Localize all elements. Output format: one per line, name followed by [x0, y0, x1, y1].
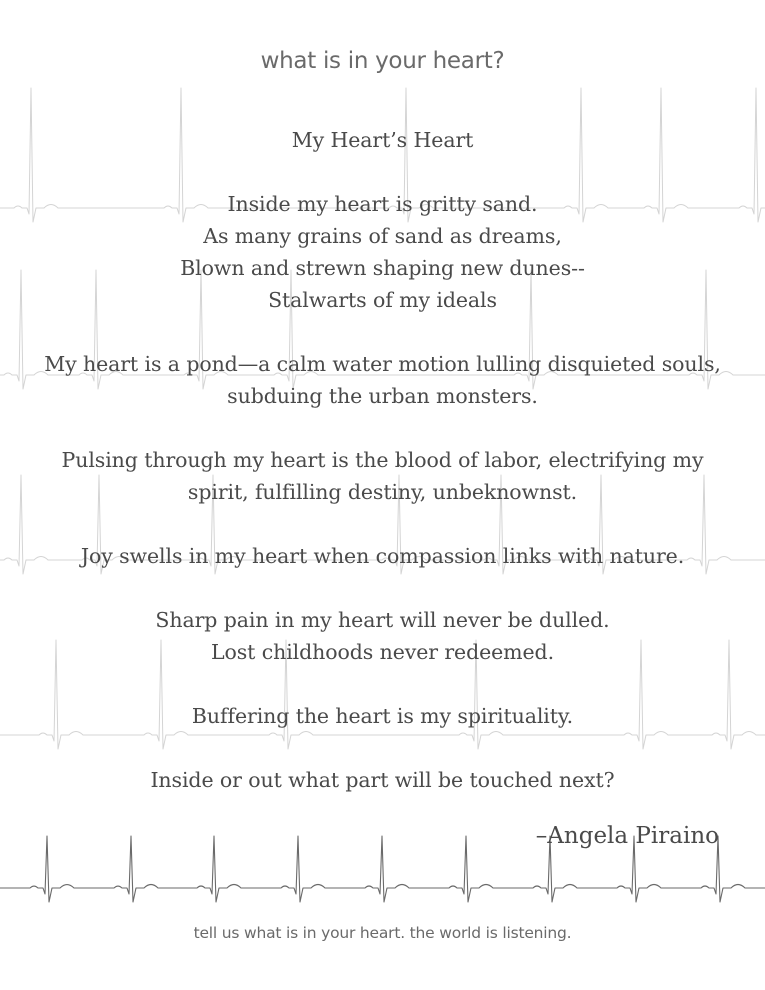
poem-line: Sharp pain in my heart will never be dulled. — [155, 608, 610, 632]
poem-line: Stalwarts of my ideals — [268, 288, 497, 312]
poem-line: Joy swells in my heart when compassion links with nature. — [80, 544, 685, 568]
header-tagline: what is in your heart? — [260, 48, 505, 74]
poem-line: Buffering the heart is my spirituality. — [191, 704, 574, 728]
stanza — [0, 540, 765, 572]
stanza — [0, 604, 765, 668]
stanza — [0, 444, 765, 508]
poem-line: subduing the urban monsters. — [227, 384, 538, 408]
poem-line: Lost childhoods never redeemed. — [211, 640, 554, 664]
poem-line: Inside my heart is gritty sand. — [227, 192, 538, 216]
poem-line: As many grains of sand as dreams, — [203, 224, 562, 248]
poem-title: My Heart’s Heart — [291, 128, 474, 152]
stanza — [0, 700, 765, 732]
poem-author: –Angela Piraino — [535, 823, 719, 849]
poem-line: Pulsing through my heart is the blood of labor, electrifying my — [61, 448, 704, 472]
poem-line: Blown and strewn shaping new dunes-- — [180, 256, 585, 280]
poem-line: Inside or out what part will be touched next? — [150, 768, 615, 792]
poem-line: My heart is a pond—a calm water motion lulling disquieted souls, — [44, 352, 721, 376]
stanza — [0, 348, 765, 412]
poem-line: spirit, fulfilling destiny, unbeknownst. — [187, 480, 578, 504]
footer-tagline: tell us what is in your heart. the world is listening. — [193, 924, 572, 942]
poem — [0, 124, 765, 796]
stanza — [0, 188, 765, 316]
stanza — [0, 764, 765, 796]
